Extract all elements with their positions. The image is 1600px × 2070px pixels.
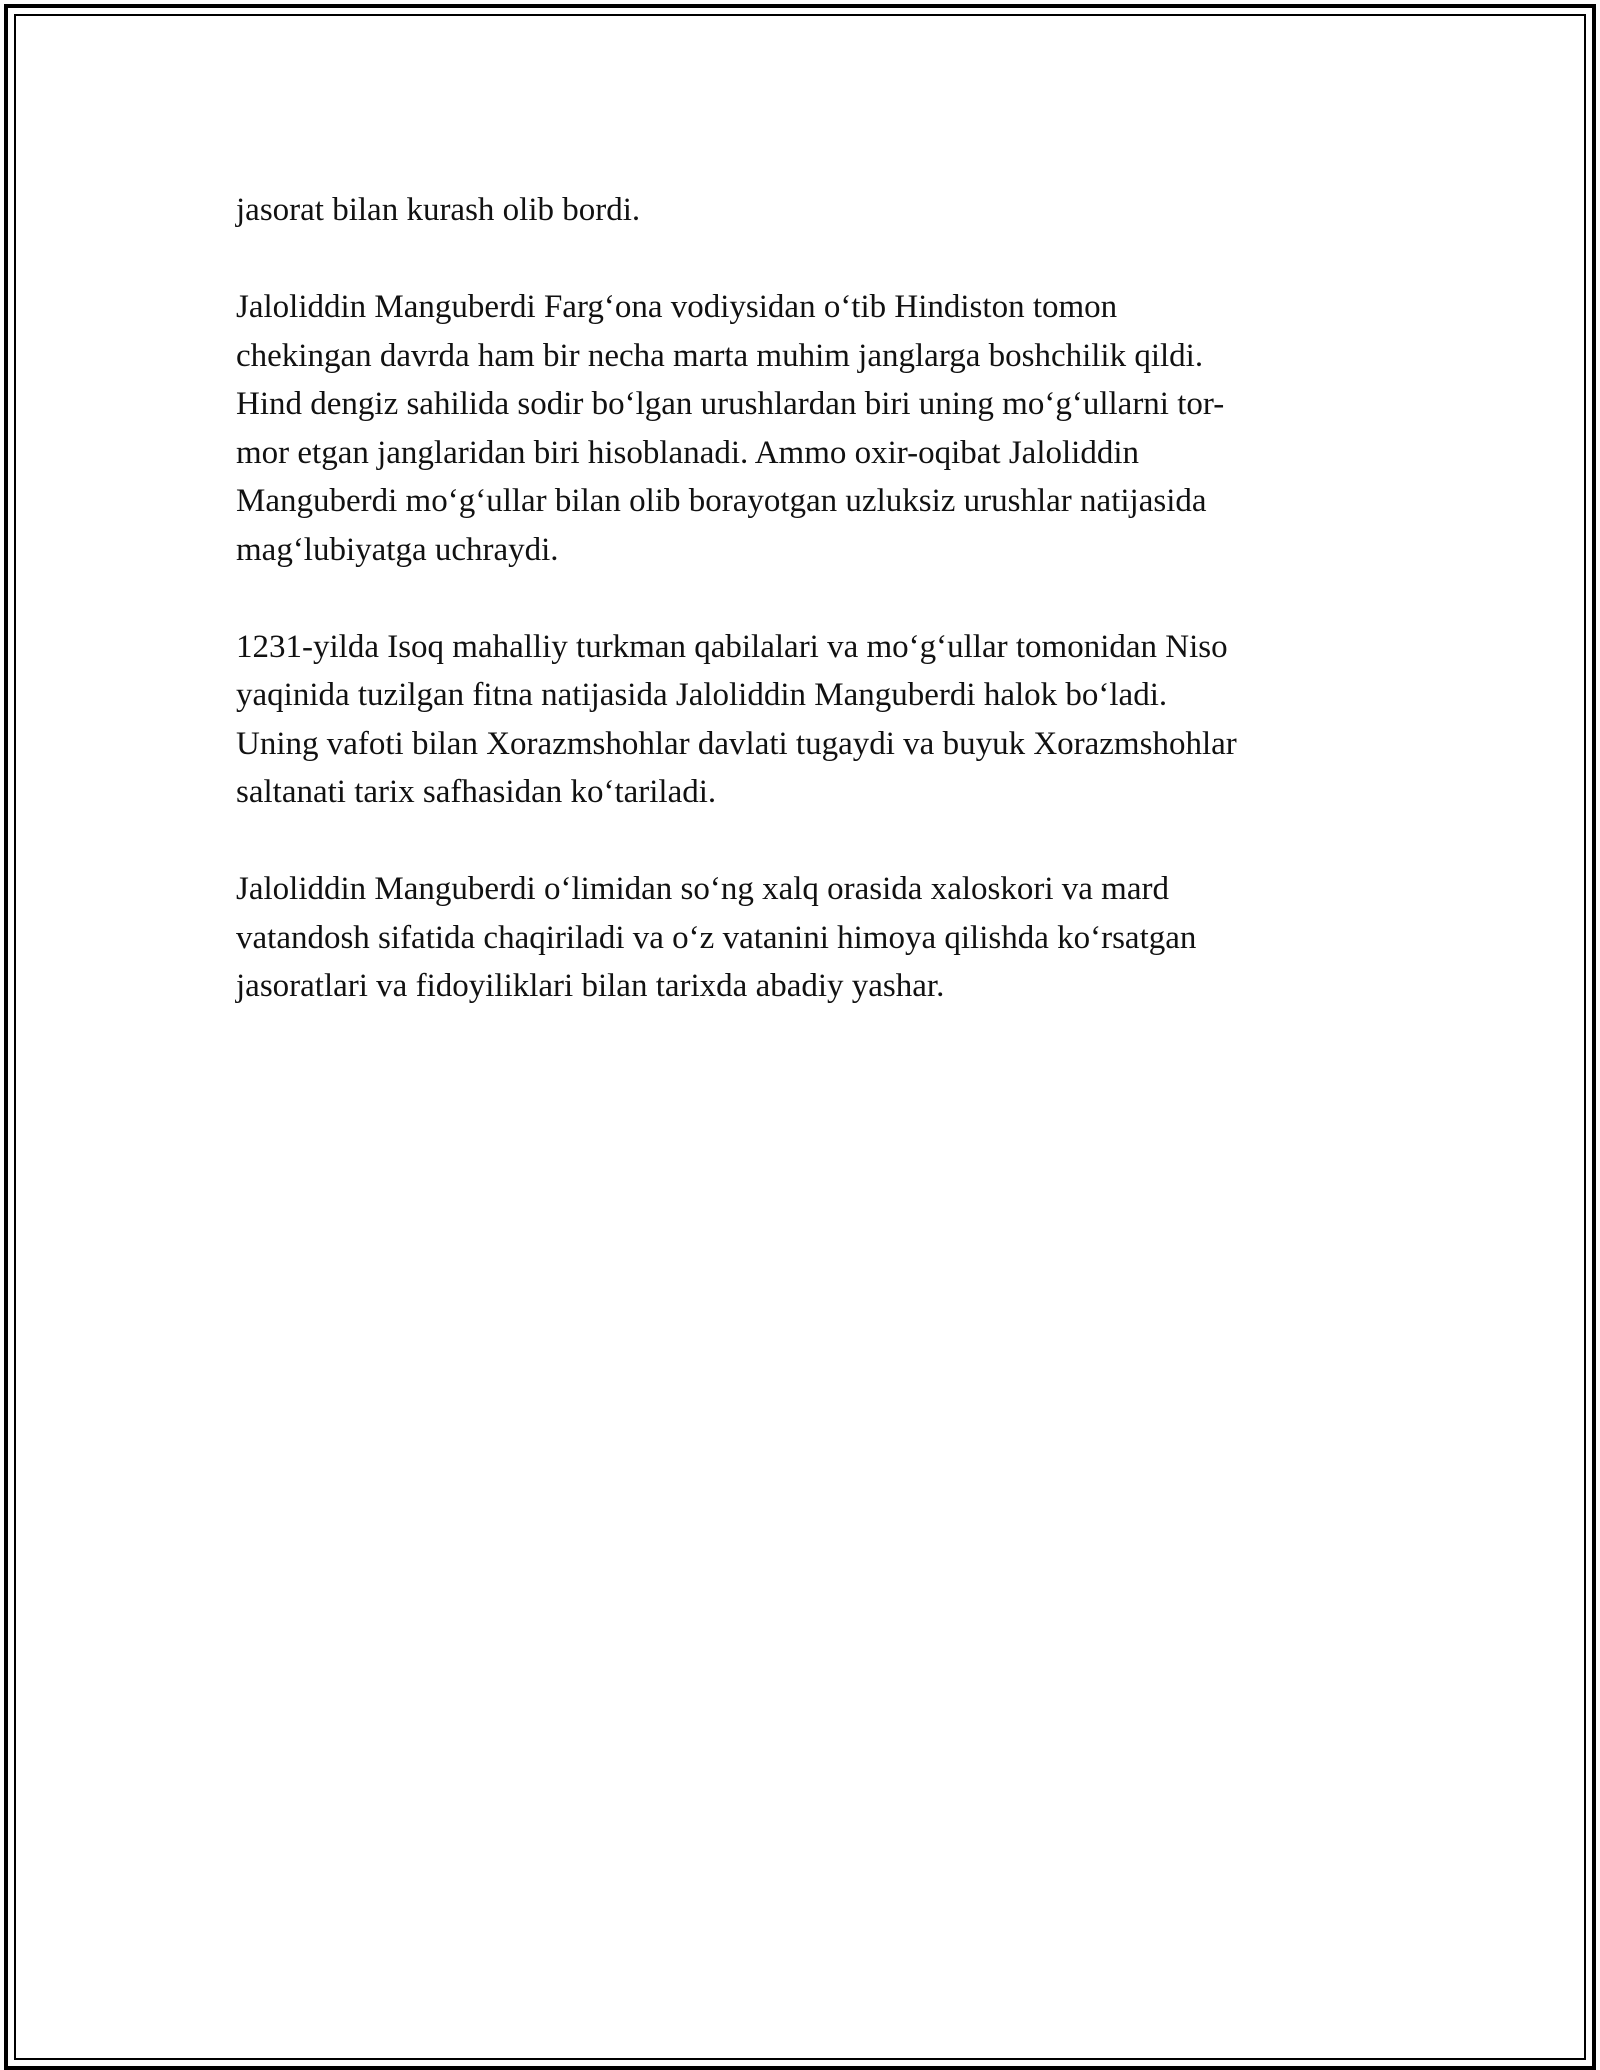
- paragraph: [236, 186, 1366, 235]
- text-line: Manguberdi mo‘g‘ullar bilan olib borayotgan uzluksiz urushlar natijasida: [236, 483, 1207, 519]
- paragraph: [236, 283, 1366, 574]
- text-line: mag‘lubiyatga uchraydi.: [236, 531, 559, 568]
- text-line: jasoratlari va fidoyiliklari bilan tarixda abadiy yashar.: [236, 968, 945, 1004]
- text-line: vatandosh sifatida chaqiriladi va o‘z vatanini himoya qilishda ko‘rsatgan: [236, 919, 1197, 956]
- text-line: Jaloliddin Manguberdi Farg‘ona vodiysidan o‘tib Hindiston tomon: [236, 289, 1118, 325]
- text-line: jasorat bilan kurash olib bordi.: [236, 192, 641, 228]
- document-body: [236, 186, 1366, 1011]
- text-line: yaqinida tuzilgan fitna natijasida Jaloliddin Manguberdi halok bo‘ladi.: [236, 677, 1168, 713]
- text-line: saltanati tarix safhasidan ko‘tariladi.: [236, 774, 717, 810]
- paragraph: [236, 865, 1366, 1011]
- text-line: 1231-yilda Isoq mahalliy turkman qabilalari va mo‘g‘ullar tomonidan Niso: [236, 628, 1228, 665]
- text-line: mor etgan janglaridan biri hisoblanadi. Ammo oxir-oqibat Jaloliddin: [236, 434, 1140, 471]
- text-line: chekingan davrda ham bir necha marta muhim janglarga boshchilik qildi.: [236, 337, 1204, 374]
- text-line: Jaloliddin Manguberdi o‘limidan so‘ng xalq orasida xaloskori va mard: [236, 871, 1169, 907]
- text-line: Hind dengiz sahilida sodir bo‘lgan urushlardan biri uning mo‘g‘ullarni tor-: [236, 386, 1225, 422]
- paragraph: [236, 623, 1366, 817]
- text-line: Uning vafoti bilan Xorazmshohlar davlati tugaydi va buyuk Xorazmshohlar: [236, 725, 1237, 762]
